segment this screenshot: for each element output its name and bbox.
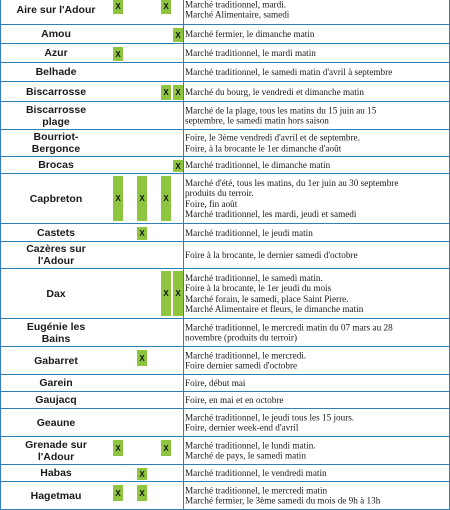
x-mark: X bbox=[173, 28, 183, 42]
town-name bbox=[8, 288, 104, 300]
x-mark: X bbox=[137, 176, 147, 221]
x-mark: X bbox=[137, 350, 147, 366]
column-divider bbox=[183, 242, 184, 268]
column-divider bbox=[0, 392, 1, 408]
town-name-line: Bourriot- bbox=[33, 131, 79, 143]
market-description bbox=[185, 160, 446, 171]
town-name bbox=[8, 66, 104, 78]
market-description-line: produits du terroir. bbox=[185, 188, 254, 198]
town-name bbox=[8, 394, 104, 406]
town-name bbox=[8, 417, 104, 429]
market-description bbox=[185, 322, 446, 343]
market-description-line: Marché de pays, le samedi matin bbox=[185, 450, 306, 461]
column-divider bbox=[0, 174, 1, 223]
x-mark: X bbox=[113, 176, 123, 221]
market-description-line: Marché traditionnel, mardi. bbox=[185, 0, 287, 9]
market-description-line: Foire à la brocante, le dernier samedi d'octobre bbox=[185, 249, 358, 260]
table-row bbox=[0, 409, 450, 437]
town-name-line: Habas bbox=[40, 467, 72, 479]
column-divider bbox=[0, 269, 1, 318]
table-row bbox=[0, 224, 450, 242]
market-description-line: Marché traditionnel, le mardi matin bbox=[185, 47, 316, 58]
market-description bbox=[185, 440, 446, 461]
table-row bbox=[0, 392, 450, 409]
market-description-line: Marché traditionnel, le mercredi matin bbox=[185, 485, 328, 495]
town-name-line: Aire sur l'Adour bbox=[16, 3, 96, 16]
column-divider bbox=[183, 437, 184, 464]
market-description-line: Marché de la plage, tous les matins du 15 juin au 15 bbox=[185, 105, 377, 115]
column-divider bbox=[183, 392, 184, 408]
market-description bbox=[185, 273, 446, 315]
x-mark: X bbox=[161, 176, 171, 221]
column-divider bbox=[183, 44, 184, 62]
town-name bbox=[8, 490, 104, 502]
town-name-line: l'Adour bbox=[37, 255, 75, 267]
table-row bbox=[0, 482, 450, 510]
town-name-line: Biscarrosse bbox=[25, 103, 87, 116]
town-name-line: Azur bbox=[44, 47, 68, 59]
town-name-line: Dax bbox=[46, 287, 66, 300]
town-name-line: Capbreton bbox=[29, 192, 83, 205]
column-divider bbox=[183, 319, 184, 346]
table-row bbox=[0, 465, 450, 482]
x-mark: X bbox=[113, 47, 123, 61]
column-divider bbox=[183, 224, 184, 241]
town-name bbox=[8, 193, 104, 205]
x-mark: X bbox=[161, 0, 171, 14]
town-name bbox=[8, 321, 104, 345]
column-divider bbox=[0, 82, 1, 101]
table-row bbox=[0, 437, 450, 465]
market-description-line: Marché Alimentaire et fleurs, le dimanche matin bbox=[185, 304, 364, 314]
town-name-line: Castets bbox=[37, 226, 75, 239]
town-name bbox=[8, 439, 104, 463]
market-description-line: Foire, début mai bbox=[185, 377, 246, 388]
market-description-line: Foire, dernier week-end d'avril bbox=[185, 422, 299, 433]
town-name-line: Belhade bbox=[35, 66, 77, 78]
table-row bbox=[0, 269, 450, 319]
market-description-line: Marché traditionnel, le vendredi matin bbox=[185, 467, 327, 478]
town-name-line: l'Adour bbox=[37, 450, 75, 463]
x-mark: X bbox=[161, 85, 171, 100]
table-row bbox=[0, 82, 450, 102]
x-mark: X bbox=[113, 485, 123, 501]
town-name bbox=[8, 4, 104, 16]
market-description-line: Marché traditionnel, le samedi matin. bbox=[185, 272, 323, 283]
market-description-line: Marché traditionnel, le mercredi. bbox=[185, 350, 307, 360]
column-divider bbox=[183, 375, 184, 391]
column-divider bbox=[0, 319, 1, 346]
column-divider bbox=[183, 157, 184, 173]
market-description bbox=[185, 0, 446, 20]
x-mark: X bbox=[137, 468, 147, 480]
x-mark: X bbox=[173, 271, 183, 316]
market-description-line: Marché traditionnel, le dimanche matin bbox=[185, 159, 331, 170]
market-description bbox=[185, 67, 446, 78]
table-row bbox=[0, 25, 450, 44]
town-name bbox=[8, 86, 104, 98]
market-description-line: Foire à la brocante, le 1er jeudi du mois bbox=[185, 283, 332, 293]
town-name bbox=[8, 377, 104, 389]
column-divider bbox=[0, 44, 1, 62]
column-divider bbox=[0, 102, 1, 129]
market-description bbox=[185, 378, 446, 389]
town-name-line: Gabarret bbox=[34, 354, 78, 367]
market-description-line: Marché fermier, le 3ème samedi du mois de 9h à 13h bbox=[185, 495, 381, 506]
table-row bbox=[0, 174, 450, 224]
market-description-line: Marché forain, le samedi, place Saint Pierre. bbox=[185, 293, 349, 304]
market-description bbox=[185, 105, 446, 126]
column-divider bbox=[183, 102, 184, 129]
town-name-line: Gaujacq bbox=[35, 394, 77, 406]
town-name-line: plage bbox=[42, 115, 70, 128]
market-description-line: Marché traditionnel, le samedi matin d'avril à septembre bbox=[185, 66, 393, 77]
town-name-line: Geaune bbox=[36, 416, 76, 429]
column-divider bbox=[0, 347, 1, 374]
market-description-line: novembre (produits du terroir) bbox=[185, 332, 298, 343]
market-description bbox=[185, 468, 446, 479]
market-description-line: Foire, le 3ème vendredi d'avril et de septembre. bbox=[185, 132, 360, 143]
x-mark: X bbox=[113, 0, 123, 14]
town-name-line: Brocas bbox=[38, 159, 74, 171]
town-name-line: Garein bbox=[39, 377, 73, 389]
column-divider bbox=[0, 375, 1, 391]
market-description bbox=[185, 412, 446, 433]
column-divider bbox=[183, 347, 184, 374]
table-row bbox=[0, 347, 450, 375]
column-divider bbox=[0, 25, 1, 43]
market-description bbox=[185, 48, 446, 59]
town-name-line: Eugénie les bbox=[26, 320, 86, 333]
market-description-line: Marché traditionnel, le jeudi matin bbox=[185, 227, 313, 238]
market-description-line: Marché fermier, le dimanche matin bbox=[185, 28, 315, 39]
market-description-line: Foire, en mai et en octobre bbox=[185, 394, 284, 405]
market-description bbox=[185, 485, 446, 506]
table-row bbox=[0, 375, 450, 392]
table-row bbox=[0, 242, 450, 269]
x-mark: X bbox=[161, 271, 171, 316]
market-description bbox=[185, 227, 446, 238]
column-divider bbox=[183, 465, 184, 481]
table-row bbox=[0, 0, 450, 25]
column-divider bbox=[0, 0, 1, 24]
market-description-line: Foire, à la brocante le 1er dimanche d'août bbox=[185, 143, 342, 153]
x-mark: X bbox=[137, 485, 147, 501]
market-description-line: Marché d'été, tous les matins, du 1er juin au 30 septembre bbox=[185, 177, 399, 188]
town-name bbox=[8, 243, 104, 267]
market-description-line: Foire, fin août bbox=[185, 198, 238, 209]
column-divider bbox=[0, 157, 1, 173]
town-name bbox=[8, 467, 104, 479]
town-name-line: Hagetmau bbox=[30, 489, 82, 502]
town-name-line: Amou bbox=[41, 28, 71, 40]
market-description-line: Marché du bourg, le vendredi et dimanche matin bbox=[185, 86, 364, 97]
town-name bbox=[8, 47, 104, 59]
town-name bbox=[8, 28, 104, 40]
column-divider bbox=[183, 63, 184, 81]
market-description bbox=[185, 29, 446, 40]
market-description-line: Marché traditionnel, les mardi, jeudi et samedi bbox=[185, 209, 357, 219]
town-name bbox=[8, 104, 104, 128]
market-description-line: Marché Alimentaire, samedi bbox=[185, 9, 290, 20]
x-mark: X bbox=[113, 440, 123, 456]
column-divider bbox=[0, 482, 1, 509]
column-divider bbox=[183, 174, 184, 223]
town-name-line: Bergonce bbox=[31, 143, 81, 155]
column-divider bbox=[0, 242, 1, 268]
market-description bbox=[185, 86, 446, 97]
table-row bbox=[0, 63, 450, 82]
town-name bbox=[8, 159, 104, 171]
column-divider bbox=[183, 82, 184, 101]
market-description-line: septembre, le samedi matin hors saison bbox=[185, 115, 329, 126]
town-name-line: Bains bbox=[41, 332, 71, 345]
town-name bbox=[8, 355, 104, 367]
table-row bbox=[0, 102, 450, 130]
market-description bbox=[185, 250, 446, 261]
market-description bbox=[185, 350, 446, 371]
column-divider bbox=[0, 224, 1, 241]
town-name-line: Grenade sur bbox=[25, 438, 87, 451]
market-description-line: Marché traditionnel, le lundi matin. bbox=[185, 440, 316, 450]
town-name-line: Cazères sur bbox=[26, 243, 86, 255]
town-name-line: Biscarrosse bbox=[25, 85, 87, 98]
column-divider bbox=[0, 465, 1, 481]
column-divider bbox=[0, 409, 1, 436]
market-description-line: Foire dernier samedi d'octobre bbox=[185, 360, 298, 371]
table-row bbox=[0, 319, 450, 347]
table-row bbox=[0, 44, 450, 63]
table-row bbox=[0, 130, 450, 157]
column-divider bbox=[0, 437, 1, 464]
x-mark: X bbox=[173, 160, 183, 172]
column-divider bbox=[0, 63, 1, 81]
column-divider bbox=[183, 0, 184, 24]
table-row bbox=[0, 157, 450, 174]
column-divider bbox=[183, 130, 184, 156]
column-divider bbox=[0, 130, 1, 156]
market-description bbox=[185, 178, 446, 220]
market-description bbox=[185, 133, 446, 154]
column-divider bbox=[183, 409, 184, 436]
town-name bbox=[8, 227, 104, 239]
column-divider bbox=[183, 482, 184, 509]
column-divider bbox=[183, 25, 184, 43]
market-description bbox=[185, 395, 446, 406]
town-name bbox=[8, 131, 104, 155]
column-divider bbox=[183, 269, 184, 318]
x-mark: X bbox=[137, 227, 147, 240]
market-description-line: Marché traditionnel, le mercredi matin du 07 mars au 28 bbox=[185, 322, 393, 332]
market-description-line: Marché traditionnel, le jeudi tous les 15 jours. bbox=[185, 412, 355, 422]
x-mark: X bbox=[161, 440, 171, 456]
x-mark: X bbox=[173, 85, 183, 100]
